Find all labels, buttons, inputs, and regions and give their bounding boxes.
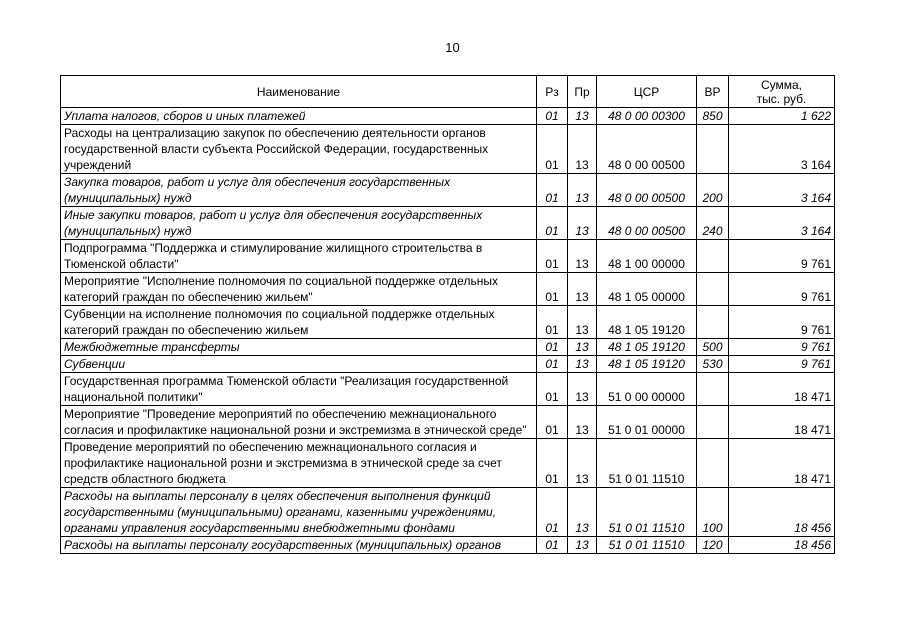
cell-csr: 48 1 00 00000 — [597, 240, 697, 273]
table-row — [61, 174, 835, 207]
cell-name: Межбюджетные трансферты — [61, 339, 537, 356]
cell-sum: 18 456 — [729, 537, 835, 554]
cell-csr: 51 0 01 11510 — [597, 488, 697, 537]
cell-pr: 13 — [568, 537, 597, 554]
budget-table — [60, 75, 835, 554]
cell-name: Расходы на выплаты персоналу в целях обеспечения выполнения функций государственными (муниципальными) органами, казенными учреждениями, органами управления государственными внебюджетными фондами — [61, 488, 537, 537]
header-pr: Пр — [568, 76, 597, 108]
cell-csr: 51 0 01 11510 — [597, 439, 697, 488]
cell-sum: 9 761 — [729, 356, 835, 373]
cell-name: Субвенции на исполнение полномочия по социальной поддержке отдельных категорий граждан по обеспечению жильем — [61, 306, 537, 339]
cell-vr — [697, 125, 729, 174]
cell-sum: 1 622 — [729, 108, 835, 125]
cell-vr: 500 — [697, 339, 729, 356]
cell-name: Иные закупки товаров, работ и услуг для обеспечения государственных (муниципальных) нужд — [61, 207, 537, 240]
cell-sum: 3 164 — [729, 207, 835, 240]
cell-rz: 01 — [537, 306, 568, 339]
cell-rz: 01 — [537, 174, 568, 207]
cell-sum: 3 164 — [729, 125, 835, 174]
cell-vr: 120 — [697, 537, 729, 554]
table-row — [61, 537, 835, 554]
cell-sum: 18 471 — [729, 373, 835, 406]
cell-rz: 01 — [537, 273, 568, 306]
cell-csr: 48 1 05 00000 — [597, 273, 697, 306]
cell-csr: 48 1 05 19120 — [597, 356, 697, 373]
cell-pr: 13 — [568, 339, 597, 356]
cell-vr: 100 — [697, 488, 729, 537]
cell-vr — [697, 240, 729, 273]
cell-sum: 18 456 — [729, 488, 835, 537]
cell-rz: 01 — [537, 125, 568, 174]
header-name: Наименование — [61, 76, 537, 108]
cell-vr — [697, 373, 729, 406]
page-number: 10 — [445, 40, 460, 55]
cell-csr: 48 0 00 00500 — [597, 174, 697, 207]
cell-vr — [697, 273, 729, 306]
cell-pr: 13 — [568, 174, 597, 207]
table-row — [61, 207, 835, 240]
cell-rz: 01 — [537, 537, 568, 554]
cell-vr: 850 — [697, 108, 729, 125]
table-row — [61, 373, 835, 406]
cell-vr — [697, 406, 729, 439]
cell-name: Закупка товаров, работ и услуг для обеспечения государственных (муниципальных) нужд — [61, 174, 537, 207]
table-row — [61, 108, 835, 125]
cell-vr: 200 — [697, 174, 729, 207]
cell-csr: 48 1 05 19120 — [597, 306, 697, 339]
cell-pr: 13 — [568, 108, 597, 125]
cell-rz: 01 — [537, 356, 568, 373]
table-header-row — [61, 76, 835, 108]
cell-pr: 13 — [568, 207, 597, 240]
table-row — [61, 439, 835, 488]
cell-rz: 01 — [537, 207, 568, 240]
cell-rz: 01 — [537, 406, 568, 439]
cell-csr: 48 1 05 19120 — [597, 339, 697, 356]
cell-pr: 13 — [568, 373, 597, 406]
cell-csr: 48 0 00 00300 — [597, 108, 697, 125]
cell-rz: 01 — [537, 439, 568, 488]
cell-vr: 530 — [697, 356, 729, 373]
cell-sum: 3 164 — [729, 174, 835, 207]
cell-csr: 48 0 00 00500 — [597, 125, 697, 174]
table-row — [61, 125, 835, 174]
cell-csr: 51 0 00 00000 — [597, 373, 697, 406]
table-row — [61, 339, 835, 356]
cell-pr: 13 — [568, 125, 597, 174]
cell-vr: 240 — [697, 207, 729, 240]
cell-pr: 13 — [568, 439, 597, 488]
cell-sum: 9 761 — [729, 240, 835, 273]
cell-csr: 51 0 01 11510 — [597, 537, 697, 554]
cell-name: Мероприятие "Исполнение полномочия по социальной поддержке отдельных категорий граждан по обеспечению жильем" — [61, 273, 537, 306]
cell-name: Уплата налогов, сборов и иных платежей — [61, 108, 537, 125]
cell-pr: 13 — [568, 488, 597, 537]
cell-pr: 13 — [568, 356, 597, 373]
cell-sum: 9 761 — [729, 306, 835, 339]
cell-pr: 13 — [568, 240, 597, 273]
cell-name: Проведение мероприятий по обеспечению межнационального согласия и профилактике национальной розни и экстремизма в этнической среде за счет средств областного бюджета — [61, 439, 537, 488]
table-body — [61, 108, 835, 554]
header-csr: ЦСР — [597, 76, 697, 108]
cell-rz: 01 — [537, 240, 568, 273]
cell-name: Подпрограмма "Поддержка и стимулирование жилищного строительства в Тюменской области" — [61, 240, 537, 273]
table-row — [61, 488, 835, 537]
cell-name: Субвенции — [61, 356, 537, 373]
table-row — [61, 273, 835, 306]
cell-rz: 01 — [537, 373, 568, 406]
cell-name: Мероприятие "Проведение мероприятий по обеспечению межнационального согласия и профилактике национальной розни и экстремизма в этнической среде" — [61, 406, 537, 439]
header-rz: Рз — [537, 76, 568, 108]
cell-sum: 18 471 — [729, 406, 835, 439]
cell-pr: 13 — [568, 273, 597, 306]
header-sum-line2: тыс. руб. — [756, 91, 807, 106]
cell-rz: 01 — [537, 339, 568, 356]
header-sum — [729, 76, 835, 108]
cell-vr — [697, 439, 729, 488]
table-row — [61, 240, 835, 273]
cell-sum: 9 761 — [729, 273, 835, 306]
table-row — [61, 306, 835, 339]
cell-csr: 48 0 00 00500 — [597, 207, 697, 240]
header-sum-line1: Сумма, — [760, 77, 803, 92]
cell-name: Государственная программа Тюменской области "Реализация государственной национальной политики" — [61, 373, 537, 406]
cell-vr — [697, 306, 729, 339]
header-vr: ВР — [697, 76, 729, 108]
cell-rz: 01 — [537, 488, 568, 537]
cell-pr: 13 — [568, 406, 597, 439]
table-row — [61, 356, 835, 373]
cell-name: Расходы на выплаты персоналу государственных (муниципальных) органов — [61, 537, 537, 554]
cell-csr: 51 0 01 00000 — [597, 406, 697, 439]
cell-name: Расходы на централизацию закупок по обеспечению деятельности органов государственной власти субъекта Российской Федерации, государственных учреждений — [61, 125, 537, 174]
cell-pr: 13 — [568, 306, 597, 339]
table-row — [61, 406, 835, 439]
cell-sum: 9 761 — [729, 339, 835, 356]
cell-sum: 18 471 — [729, 439, 835, 488]
cell-rz: 01 — [537, 108, 568, 125]
